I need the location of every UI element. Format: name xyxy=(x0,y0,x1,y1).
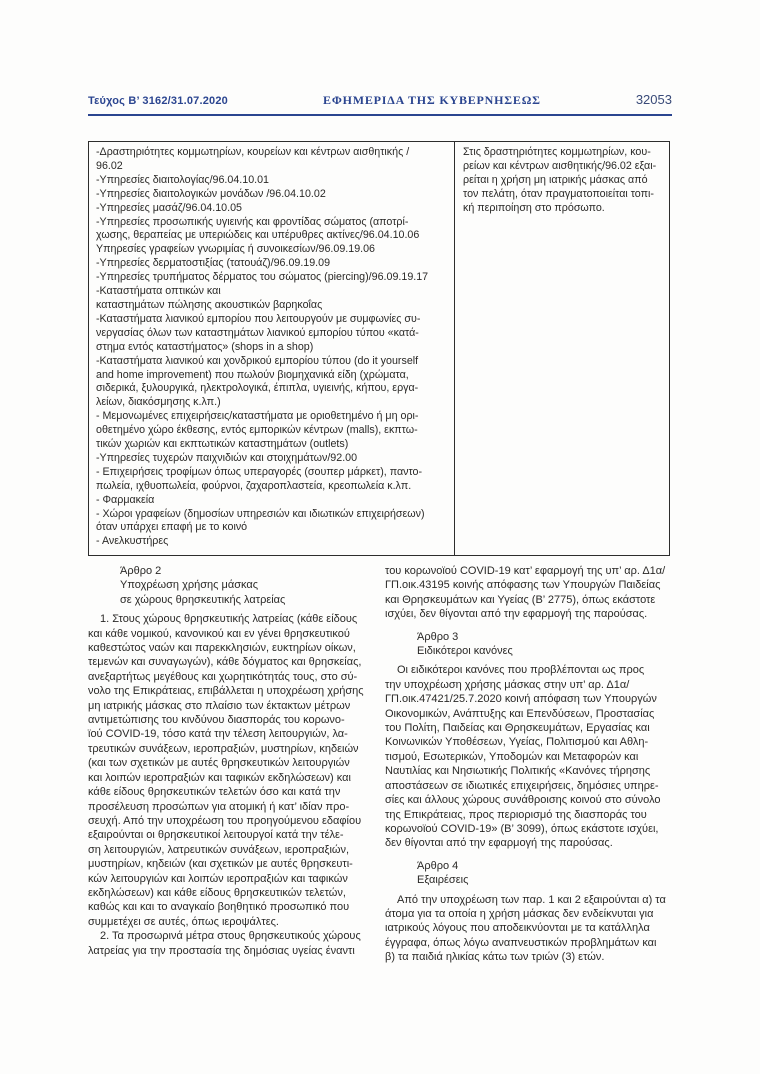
text-line: -Καταστήματα λιανικού και χονδρικού εμπορίου τύπου (do it yourself xyxy=(96,354,419,367)
text-line: νολο της Επικράτειας, επιβάλλεται η υποχρέωση χρήσης xyxy=(88,685,364,698)
text-line: ρείων και κέντρων αισθητικής/96.02 εξαι- xyxy=(463,159,657,172)
text-line: Οι ειδικότεροι κανόνες που προβλέπονται ως προς xyxy=(397,664,645,677)
text-line: Οικονομικών, Ανάπτυξης και Επενδύσεων, Προστασίας xyxy=(385,707,655,720)
text-line: τικών χωριών και εκπτωτικών καταστημάτων (outlets) xyxy=(96,438,349,451)
text-line: -Δραστηριότητες κομμωτηρίων, κουρείων και κέντρων αισθητικής / xyxy=(96,146,410,158)
text-line: 1. Στους χώρους θρησκευτικής λατρείας (κάθε είδους xyxy=(100,613,358,626)
text-line: ανεξαρτήτως μεγέθους και χωρητικότητάς τους, στο σύ- xyxy=(88,670,358,683)
article-4-paragraph xyxy=(385,893,671,965)
text-line: (και των σχετικών με αυτές θρησκευτικών λειτουργιών xyxy=(88,757,350,770)
text-line: σευχή. Από την υποχρέωση του προηγούμενου εδαφίου xyxy=(88,814,362,827)
article-2-paragraph-2-continuation xyxy=(385,564,671,622)
text-line: κορωνοϊού COVID-19» (Β’ 3099), όπως εκάστοτε ισχύει, xyxy=(385,822,659,835)
text-line: -Καταστήματα λιανικού εμπορίου που λειτουργούν με συμφωνίες συ- xyxy=(96,312,421,325)
text-line: - Φαρμακεία xyxy=(96,493,155,506)
text-line: -Υπηρεσίες μασάζ/96.04.10.05 xyxy=(96,201,242,214)
article-3-heading xyxy=(385,630,671,659)
text-line: στημα εντός καταστήματος» (shops in a shop) xyxy=(96,340,314,353)
text-line: τισμού, Εσωτερικών, Υποδομών και Μεταφορών και xyxy=(385,750,639,763)
text-line: σιδερικά, ξυλουργικά, ηλεκτρολογικά, έπιπλα, υγιεινής, κήπου, εργα- xyxy=(96,382,419,395)
text-line: ρείται η χρήση μη ιατρικής μάσκας από xyxy=(463,173,648,186)
text-line: κή περιποίηση στο πρόσωπο. xyxy=(463,201,605,214)
text-line: εκδηλώσεων) και κάθε είδους θρησκευτικών τελετών, xyxy=(88,886,346,899)
text-line: του Πολίτη, Παιδείας και Θρησκευμάτων, Εργασίας και xyxy=(385,722,650,735)
text-line: σίες και άλλους χώρους συνάθροισης κοινού στο σύνολο xyxy=(385,794,661,807)
text-line: δεν θίγονται από την εφαρμογή της παρούσας. xyxy=(385,837,613,850)
text-line: Υποχρέωση χρήσης μάσκας xyxy=(120,579,259,592)
text-line: καταστημάτων πώλησης ακουστικών βαρηκοΐας xyxy=(96,298,323,311)
table-activities-cell xyxy=(89,142,455,555)
gazette-title: ΕΦΗΜΕΡΙΔΑ ΤΗΣ ΚΥΒΕΡΝΗΣΕΩΣ xyxy=(323,93,541,107)
text-line: κών λειτουργιών και λοιπών ιεροπραξιών και ταφικών xyxy=(88,872,348,885)
text-line: άτομα για τα οποία η χρήση μάσκας δεν ενδείκνυται για xyxy=(385,907,654,920)
article-2-paragraph-2 xyxy=(88,929,374,958)
text-line: την υποχρέωση χρήσης μάσκας στην υπ’ αρ. Δ1α/ xyxy=(385,678,630,691)
text-line: όταν υπάρχει επαφή με το κοινό xyxy=(96,521,248,534)
text-line: ΓΠ.οικ.43195 κοινής απόφασης των Υπουργών Παιδείας xyxy=(385,579,661,592)
text-line: Στις δραστηριότητες κομμωτηρίων, κου- xyxy=(463,146,651,158)
text-line: πωλεία, ιχθυοπωλεία, φούρνοι, ζαχαροπλαστεία, κρεοπωλεία κ.λπ. xyxy=(96,479,412,492)
text-line: - Χώροι γραφείων (δημοσίων υπηρεσιών και ιδιωτικών επιχειρήσεων) xyxy=(96,507,425,520)
text-line: - Μεμονωμένες επιχειρήσεις/καταστήματα με οριοθετημένο ή μη ορι- xyxy=(96,410,419,423)
text-line: και λοιπών ιεροπραξιών και ταφικών εκδηλώσεων) και xyxy=(88,771,351,784)
text-line: του κορωνοϊού COVID-19 κατ’ εφαρμογή της υπ’ αρ. Δ1α/ xyxy=(385,565,666,577)
text-line: 96.02 xyxy=(96,159,123,172)
right-text-column xyxy=(385,564,671,965)
text-line: -Υπηρεσίες προσωπικής υγιεινής και φροντίδας σώματος (αποτρί- xyxy=(96,215,409,228)
text-line: Εξαιρέσεις xyxy=(417,874,469,887)
text-line: κάθε είδους θρησκευτικών τελετών όσο και κατά την xyxy=(88,786,341,799)
text-line: -Υπηρεσίες τυχερών παιχνιδιών και στοιχημάτων/92.00 xyxy=(96,451,358,464)
gazette-issue: Τεύχος Β’ 3162/31.07.2020 xyxy=(88,95,228,107)
text-line: ιατρικούς λόγους που αποδεικνύονται με τα κατάλληλα xyxy=(385,922,650,935)
text-line: -Καταστήματα οπτικών και xyxy=(96,285,221,298)
text-line: μυστηρίων, κηδειών (και σχετικών με αυτές θρησκευτι- xyxy=(88,858,353,871)
text-line: Άρθρο 2 xyxy=(120,565,162,577)
text-line: Από την υποχρέωση των παρ. 1 και 2 εξαιρούνται α) τα xyxy=(397,893,666,906)
text-line: ση λειτουργιών, λατρευτικών συνάξεων, ιεροπραξιών, xyxy=(88,843,350,856)
text-line: Ειδικότεροι κανόνες xyxy=(417,645,513,658)
text-line: σε χώρους θρησκευτικής λατρείας xyxy=(120,593,286,606)
text-line: -Υπηρεσίες δερματοστιξίας (τατουάζ)/96.09.19.09 xyxy=(96,257,331,270)
text-line: -Υπηρεσίες διαιτολογικών μονάδων /96.04.10.02 xyxy=(96,187,326,200)
article-3-paragraph xyxy=(385,663,671,850)
left-text-column xyxy=(88,564,374,965)
text-line: Ναυτιλίας και Νησιωτικής Πολιτικής «Κανόνες τήρησης xyxy=(385,765,651,778)
text-line: and home improvement) που πωλούν βιομηχανικά είδη (χρώματα, xyxy=(96,368,409,381)
text-line: νεργασίας όλων των καταστημάτων λιανικού εμπορίου τύπου «κατά- xyxy=(96,326,419,339)
mask-exceptions-table xyxy=(88,141,670,556)
text-line: Άρθρο 4 xyxy=(417,859,459,872)
text-line: - Ανελκυστήρες xyxy=(96,535,169,548)
text-line: έγγραφα, όπως λόγω αναπνευστικών προβλημάτων και xyxy=(385,936,657,949)
text-line: ΓΠ.οικ.47421/25.7.2020 κοινή απόφαση των Υπουργών xyxy=(385,693,657,706)
text-line: ισχύει, δεν θίγονται από την εφαρμογή της παρούσας. xyxy=(385,608,648,621)
article-2-heading xyxy=(88,564,374,607)
text-line: εξαιρούνται οι θρησκευτικοί λειτουργοί κατά την τέλε- xyxy=(88,829,344,842)
article-body xyxy=(88,564,672,965)
text-line: τον πελάτη, όταν πραγματοποιείται τοπι- xyxy=(463,187,654,200)
text-line: καθώς και και το αναγκαίο βοηθητικό προσωπικό που xyxy=(88,901,350,914)
text-line: Άρθρο 3 xyxy=(417,630,459,643)
article-4-heading xyxy=(385,859,671,888)
text-line: καθεστώτος ναών και παρεκκλησιών, ευκτηρίων οίκων, xyxy=(88,642,356,655)
text-line: Κοινωνικών Υποθέσεων, Υγείας, Πολιτισμού και Αθλη- xyxy=(385,736,649,749)
text-line: αποστάσεων σε ιδιωτικές επιχειρήσεις, δημόσιες υπηρε- xyxy=(385,779,659,792)
page-header xyxy=(88,92,672,116)
text-line: αντιμετώπισης του κινδύνου διασποράς του κορωνο- xyxy=(88,714,345,727)
text-line: και κάθε νομικού, κανονικού και εν γένει θρησκευτικού xyxy=(88,627,350,640)
text-line: β) τα παιδιά ηλικίας κάτω των τριών (3) ετών. xyxy=(385,951,605,964)
text-line: ϊού COVID-19, τόσο κατά την τέλεση λειτουργιών, λα- xyxy=(88,728,348,741)
text-line: λείων, διακόσμησης κ.λπ.) xyxy=(96,396,221,409)
article-2-paragraph-1 xyxy=(88,612,374,929)
text-line: και Θρησκευμάτων και Υγείας (Β’ 2775), όπως εκάστοτε xyxy=(385,593,656,606)
text-line: οθετημένο χώρο έκθεσης, εντός εμπορικών κέντρων (malls), εκπτω- xyxy=(96,424,418,437)
text-line: -Υπηρεσίες τρυπήματος δέρματος του σώματος (piercing)/96.09.19.17 xyxy=(96,271,429,284)
text-line: μη ιατρικής μάσκας στο πλαίσιο των έκτακτων μέτρων xyxy=(88,699,351,712)
text-line: Υπηρεσίες γραφείων γνωριμίας ή συνοικεσίων/96.09.19.06 xyxy=(96,243,376,256)
text-line: 2. Τα προσωρινά μέτρα στους θρησκευτικούς χώρους xyxy=(100,930,361,943)
table-exception-note-cell xyxy=(455,142,669,555)
text-line: λατρείας για την προστασία της δημόσιας υγείας έναντι xyxy=(88,944,355,957)
text-line: της Επικράτειας, προς περιορισμό της διασποράς του xyxy=(385,808,647,821)
text-line: - Επιχειρήσεις τροφίμων όπως υπεραγορές (σουπερ μάρκετ), παντο- xyxy=(96,465,423,478)
page-number: 32053 xyxy=(635,92,672,107)
text-line: -Υπηρεσίες διαιτολογίας/96.04.10.01 xyxy=(96,173,269,186)
text-line: συμμετέχει σε αυτές, όπως ιεροψάλτες. xyxy=(88,915,279,928)
text-line: τρευτικών συνάξεων, ιεροπραξιών, μυστηρίων, κηδειών xyxy=(88,742,359,755)
text-line: τεμενών και συναγωγών), κάθε δόγματος και θρησκείας, xyxy=(88,656,362,669)
text-line: χωσης, θεραπείας με υπεριώδεις και υπέρυθρες ακτίνες/96.04.10.06 xyxy=(96,229,420,242)
text-line: προσέλευση προσώπων για ατομική ή κατ’ ιδίαν προ- xyxy=(88,800,350,813)
